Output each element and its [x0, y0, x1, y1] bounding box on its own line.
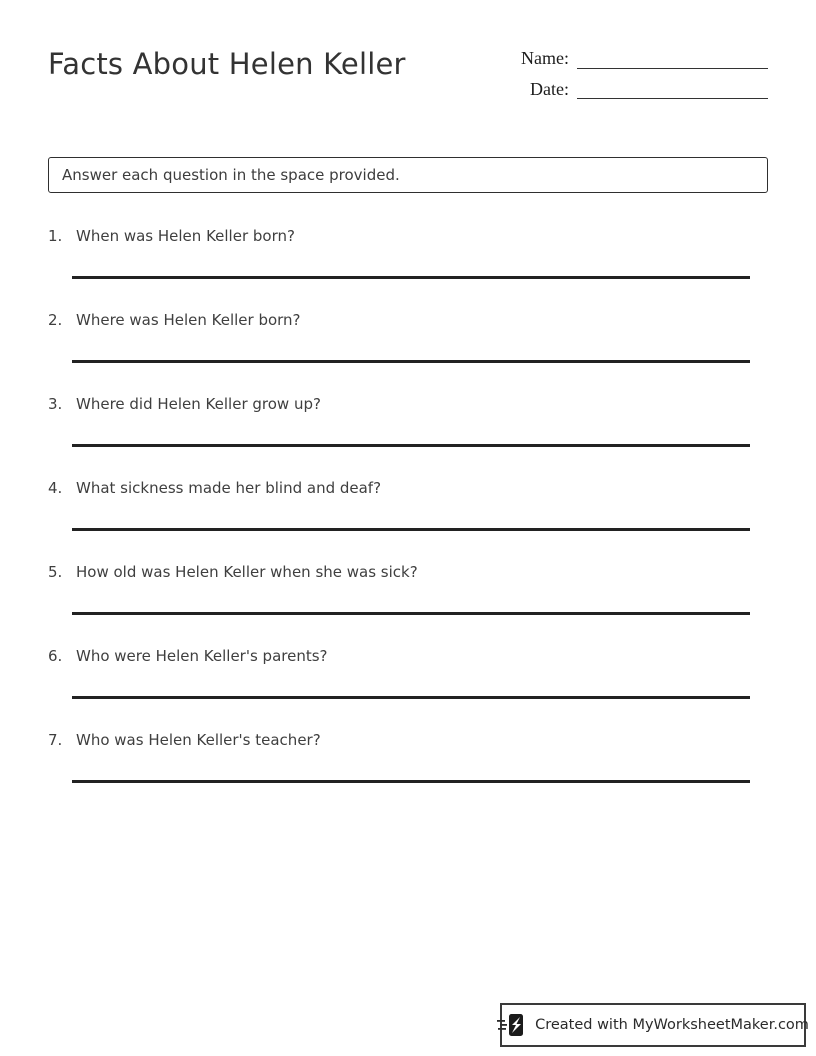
question-text: What sickness made her blind and deaf?	[76, 479, 382, 498]
question-text: Where did Helen Keller grow up?	[76, 395, 321, 414]
date-blank-line[interactable]	[577, 98, 768, 99]
answer-line[interactable]	[72, 780, 750, 783]
instruction-box	[48, 157, 768, 193]
name-blank-line[interactable]	[577, 68, 768, 69]
name-label: Name:	[521, 48, 569, 68]
question-text: Who were Helen Keller's parents?	[76, 647, 328, 666]
credit-text: Created with MyWorksheetMaker.com	[535, 1017, 809, 1033]
question-item	[48, 226, 768, 310]
question-item	[48, 478, 768, 562]
question-item	[48, 646, 768, 730]
question-number: 1.	[48, 227, 63, 246]
answer-line[interactable]	[72, 444, 750, 447]
answer-line[interactable]	[72, 360, 750, 363]
instruction-text: Answer each question in the space provided.	[62, 166, 400, 185]
question-number: 5.	[48, 563, 63, 582]
answer-line[interactable]	[72, 612, 750, 615]
credit-badge[interactable]	[500, 1003, 809, 1047]
answer-line[interactable]	[72, 276, 750, 279]
question-text: When was Helen Keller born?	[76, 227, 295, 246]
answer-line[interactable]	[72, 696, 750, 699]
question-number: 3.	[48, 395, 63, 414]
question-text: Who was Helen Keller's teacher?	[76, 731, 321, 750]
question-item	[48, 562, 768, 646]
question-number: 4.	[48, 479, 63, 498]
date-label: Date:	[530, 78, 569, 99]
question-item	[48, 394, 768, 478]
worksheet-header	[48, 0, 768, 100]
date-row	[521, 79, 768, 101]
question-number: 7.	[48, 731, 63, 750]
question-item	[48, 730, 768, 814]
question-text: How old was Helen Keller when she was sick?	[76, 563, 418, 582]
question-number: 6.	[48, 647, 63, 666]
answer-line[interactable]	[72, 528, 750, 531]
question-text: Where was Helen Keller born?	[76, 311, 301, 330]
question-item	[48, 310, 768, 394]
question-list	[48, 226, 768, 814]
name-row	[521, 48, 768, 70]
question-number: 2.	[48, 311, 63, 330]
page-title: Facts About Helen Keller	[48, 47, 406, 81]
worksheet-maker-logo-icon	[497, 1012, 527, 1038]
name-date-block	[521, 46, 768, 100]
